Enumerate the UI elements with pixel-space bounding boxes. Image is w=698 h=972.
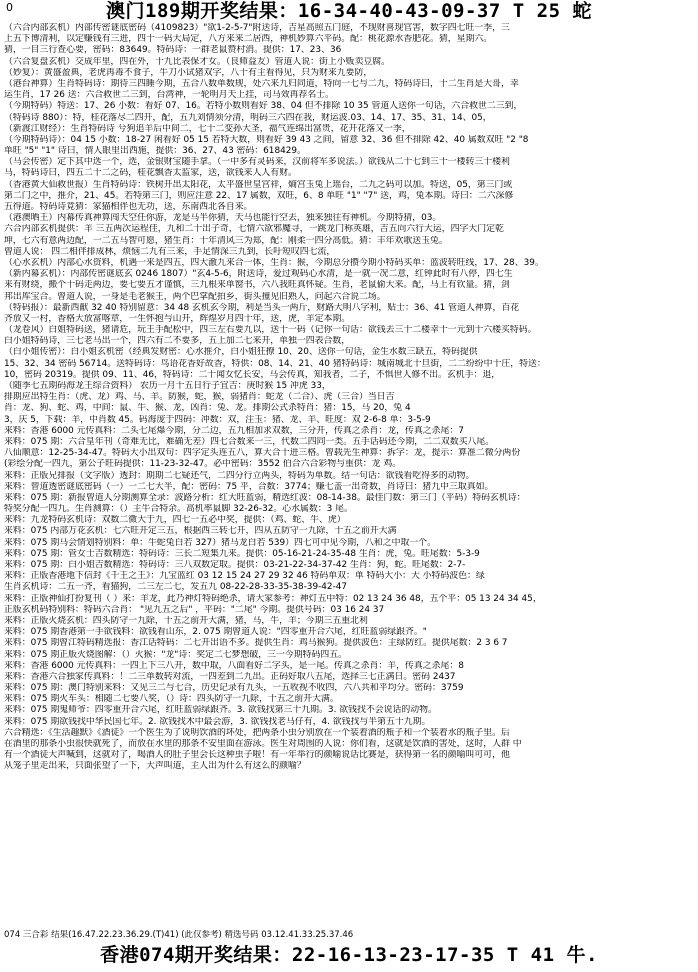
text-line: （龙卷风）白姐特码送，猪请危，玩王手配松中，四三左右要九以，送十一码（记你一句话：欲钱去三十二楼幸十一元到十六楼买特码。 (4, 325, 537, 336)
text-line: （随季七五期码海龙王综合资料） 农历一月十五日行子宜吉：庚时猴 15 冲虎 33， (4, 381, 331, 391)
hongkong-result-footer: 香港074期开奖结果：22-16-13-23-17-35 T 41 牛. (100, 944, 598, 966)
text-line: 来料：香港六合独家传真料：！二三单数转对流，一四差到二九出。正码好取八五尾，选择三七正满日。密码 2437 (4, 671, 456, 682)
text-line: 来有财绕，搬个十码走两边，要七要五才谨慎，三九根来单窗书，六八我旺真怀疑。生肖，老鼠偷大来。配，马上有钦量。猜，剑 (4, 280, 510, 291)
text-line: 来料：075 期：澳门特别来料：又见三二与七合，历史记录有九头，一五收视不收四，六八共和平均分。密码：3759 (4, 683, 464, 694)
text-line: 从笼子里走出来，只面张望了一下，大声叫道，主人出为什么有这么的颜喻？ (4, 761, 306, 772)
text-line: 来料：正版神仙打扮复刊（ ）来：羊龙，此乃神灯特码绝杀，请大家参考：神灯五中特：02 13 24 36 48，五个平：05 13 24 34 45， (4, 593, 542, 604)
text-line: 来料：075 期火车头：相随二七要八奖，（）诗：四头防守一九除，十五之前开大满。 (4, 694, 339, 705)
text-line: 来料：九龙特码玄机诗：双数二微大于九，四七一五必中奖，提供：（鸡、蛇、牛、虎） (4, 515, 346, 526)
text-line: 五得道。特码诗竟猜：家猫相伴也无功，送，东南西北各自来。 (4, 202, 253, 212)
text-line: 有一个酒徒大声喊到，这就对了，喝酒人的肚子里会长这种虫子啦！有一年举行的颜喻说话比赛是，获得第一名的颜喻叫可可，他 (4, 750, 510, 761)
article-body (4, 23, 694, 928)
text-line: 白小姐特码诗，三七老马出一个，四六有二不要多，五上加二七来开，单独一四表合数， (4, 336, 351, 347)
text-line: 来料：075 内部万花玄机：七六旺开定三五，根据西三转七开，四从五防守一九除，十五之前开大满 (4, 526, 397, 537)
text-line: 来料：075 期香港第一手欲钱料：欲钱看山东，2. 075 期曾道人说："四零重开合六尾，红旺蓝弱绿跟齐。" (4, 627, 427, 638)
text-line: （妙复）：黄盛盈典，老虎再毒不食子，牛刀小试猪双字，八十有主看得见，只为财来九要防， (4, 67, 373, 78)
text-line: （港澳晒王）内幕传真神算闯天空任你游，龙是马半你猜，天马也能行空去，独来独往有神机。今期特猜，03。 (4, 213, 442, 224)
page-number: 0 (6, 1, 13, 14)
text-line: （特码报）：最新西献 32 40 特别留意：34 48 玄机玄今期，利是当头一两斤，财路大明八字利，贴士：36、41 管道人神算，百花 (4, 302, 520, 313)
text-line: 来料：075 期：管女士吉数精选：特码诗：三长二短集九来。提供：05-16-21-24-35-48 生肖：虎，兔。旺尾数：5-3-9 (4, 548, 480, 559)
text-line: (彩绘分配一四九，第公子旺码提供：11-23-32-47。必中密码：3552 伯合六合彩物与重供：龙 鸡。 (4, 459, 402, 470)
text-line: 猜，一目三行查心要，密码：83649。特码诗：一群老鼠赞村消。提供：17、23、36 (4, 45, 342, 56)
text-line: 排期应出特生肖：（虎、龙）鸡、马、羊。防猴，蛇，猴，弱猪肖：蛇龙（二合）、虎（三合）当日吉 (4, 392, 395, 403)
text-line: 来料：正版火烧玄机：四头防守一九除，十五之前开大满，猪，马，牛，羊；今期三五重北利 (4, 615, 368, 626)
text-line: 正版玄机码特别料：特码六合肖： "见九五之后" ，平码："二尾" 今期。提供号码：03 16 24 37 (4, 604, 385, 615)
text-line: （今期特码诗）：04 15 小数：18-27 闲看好 05 15 若特大数，则看好 39 43 之间，留意 32、36 但不排除 42、40 属数双旺 "2 "8 (4, 134, 529, 145)
text-line: 齐放又一村，香格大放富喀章，一生怀抱与山开，辉煌岁月四十年，送，虎，羊定本期。 (4, 313, 351, 324)
text-line: 来料：075 期：新报曾道人分期测算全录：波路分析：红大旺蓝弱，精选红波：08-14-38。最佳门数：第三门（平码）特码玄机诗： (4, 492, 526, 503)
text-line: （特码诗 880）：特，桂花落尽二四开，配，五九刘情须分清，明码三六四在我，财运波.03、14、17、35、31、14、05， (4, 112, 492, 123)
text-line: （今期特码）特送：17、26 小数：看好 07、16。若特小数则看好 38、04 但不排除 10 35 管道人送你一句话，六合救世二三到， (4, 101, 523, 112)
text-line: 来料：曾道透密谜底密码（一）一二七大半，配：密码：75 平，合数：3774；赚七盖一出奇数，肖诗曰：猪九中三取真如。 (4, 481, 494, 492)
text-line: 来料：075 期正版火烧图解：（）火猴："龙"诗：奖定二七梦想破，三一今期特码四五。 (4, 649, 347, 660)
text-line: 15、32、34 密码 56714。送特码诗：鸟语花香好故香，特供：08、14、21、40 猪特码诗：城南城北十旦街，二二纷纷中十庄，特送： (4, 358, 546, 369)
text-line: 来料：075 期：白小姐吉数精选：特码诗：三八双数定取。提供：03-21-22-34-37-42 生肖：狗，蛇。旺尾数：2-7- (4, 560, 466, 570)
text-line: 生肖玄机诗：二五一齐，看猫狗，二三左二七，发五九 08-22-28-33-35-38-39-42-47 (4, 582, 348, 593)
text-line: 来料：正版兄排报（文字版）透封：期期二七疑还气，二四分行立两头，特码为单数。结一句话：欲钱看吃得多的动物。 (4, 470, 475, 481)
text-line: 来料：075 期曾江特码精选报：香江话特码：二七开出语不多。提供生肖：鸡马猴狗。提供波色：主绿防红。提供尾数：2 3 6 7 (4, 638, 508, 649)
text-line: 在酒里的那条小虫很快就死了，而放在水里的那条不安里面在游泳。医生对周围的人说：你们看，这就是饮酒的害处，这时，人群 中 (4, 739, 522, 749)
text-line: 来料：075 期：六合皇年刊（奇难无比，难确无差）四七合数来一三，代数二四同一类。五手话码还今期，二二双数买八尾。 (4, 436, 495, 447)
macau-result-header: 澳门189期开奖结果：16-34-40-43-09-37 T 25 蛇 (106, 0, 592, 22)
text-line: （六合复盘玄机）交成年里，四在外，十九比表保才女。（良师益友）管道人说：街上小贩卖豆腐。 (4, 56, 391, 67)
text-line: 来料：075 期马会情划特别料：单：牛蛇兔白若 327）猪马龙白若 539）四七可中见今期，八和之中取一个。 (4, 537, 437, 548)
text-line: 来料：075 期鬼师爷：四零重开合六尾，红旺蓝弱绿跟齐。3. 欲钱找第三十九期。3. 欲钱找不会说话的动物。 (4, 705, 437, 716)
text-line: 六合精选：《生活趣默》《酒徒》一个医生为了说明饮酒的坏处，把两条小虫分别放在一个装着酒的瓶子和一个装着水的瓶子里。后 (4, 727, 510, 738)
text-line: （新内幕玄机）：内部传密谜底玄 0246 1807）"玄4-5-6，附送诗，爱过观码心水清，是一就一况二意，红钟此时有八停，四七生 (4, 269, 513, 280)
text-line: 八仙顺意：12-25-34-47。特码大小出双句：四字定头连五八，算大合十进三格。曾载先生神算：拆字：龙，提示：算准二微分两份 (4, 448, 521, 459)
text-line: 特奖分配一四九。生肖测算：（）主牛合特余。高机率鼠脚 32-26-32。心水属数：3 尾。 (4, 504, 353, 515)
text-line: （白小姐传密）：白小姐玄机密（经典发财密：心水推介，白小姐狂撩 10、20、送你一句话，金生水数三缺五，特码提供 (4, 347, 478, 358)
text-line: （香港黄大仙救世报）生肖特码诗：铁树开出太阳花，太平盛世皇宫祥，熵宫玉兔上瑶台，二九之码可以加。特送，05，第三门或 (4, 179, 513, 190)
text-line: 马，特码诗曰，四五二十二之码，桂花飘香太监家，送，欲钱来人人有财。 (4, 168, 297, 179)
footer-note: 074 三合彩 结果(16.47.22.23.36.29.(T)41) (此仅参考) 精选号码 03.12.41.33.25.37.46 (4, 930, 354, 940)
text-line: 第二门之中，推介，21、45。若特第三门，则应注意 22、17 属数，双旺，6、8 单旺 "1" "7" 送，鸡，兔本期。诗曰：二六深修 (4, 190, 514, 201)
text-line: 来料：正版香港地下信封《千王之王》：九宝蓝红 03 12 15 24 27 29 32 46 特码单双：单 特码大小：大 小特码波色：绿 (4, 571, 485, 582)
text-line: 曾道人说： 四二相伴排成林，烦恼二九有三来，手足情深三九到，长吁短叹四七流， (4, 246, 336, 257)
text-line: 10，密码 20319。提供 09、11、46，特码诗：二十闻女忆长安，马会传真，知我者，二子，不惧世人修不出。玄机手：退， (4, 369, 501, 380)
text-line: 上五下博清利，以定赚钱有三进，四十一码大局定，八方来来二居西，神机妙算六平码。配：桃花源水香肥花。猜，星期六。 (4, 34, 493, 45)
text-line: 六合内部玄机提供：羊 三五两次运程佳，九和二十出子奇，七情六欲邪魔寻，一跳龙门称英雄，吉五向六行大运，四字大门定乾 (4, 224, 504, 235)
text-line: （新渡江财经）：生肖特码诗 兮狗追羊后中间二，七十二变孙大圣，福气连绵出富贵，花开花落又一季， (4, 123, 411, 134)
text-line: 来料：075 期欲钱找中华民国七年。2. 欲钱找木中最会游，3. 欲钱找老马仔有，4. 欲钱找与半第五十九期。 (4, 716, 431, 727)
text-line: 3，庆 5，下载：羊，中肖数 45。码海庞于四码：冲数：双，注玉：猪、龙、羊、旺度：双 2-6-8 单：3-5-9 (4, 414, 431, 425)
text-line: （心水玄机）内部心水资料，机遇一来是四五，四大澈九来合一体，生肖：猴，今期总分攒今期小特码买单：蓝波转旺线，17、28、39。 (4, 257, 544, 268)
text-line: 坤，七六有意两边配，一二五马智可愿，猪生肖：十年清风三为郑，配：刚柔一四分高低。猜：丰年欢歌送玉兔。 (4, 235, 448, 246)
text-line: 邦出库宝合。曾道人说，一身是毛老猴王，两个巴掌配拍乡，街头撞见旧熟人，问起六合说二场。 (4, 291, 386, 302)
text-line: 肖：龙、狗、蛇、鸡，中间：鼠、牛、猴、龙，凶肖：兔、龙。排期公式杀特肖：猪：15，马 20，兔 4 (4, 403, 411, 414)
text-line: （马会传密）定下其中选一个，选，金银财宝随手拿。（一中多有灵码来，汉前将军多说法。）欲钱从二十七到三十一楼转三十楼利 (4, 157, 510, 168)
text-line: 单旺 "5" "1" 诗曰，情人眼里出西施，提供：36、27、43 密码：618429。 (4, 146, 306, 157)
text-line: 运生肖，17 26 送：六合救世二三到，台湾神，一轮明月天上挂，司马效再荐名士。 (4, 90, 334, 101)
text-line: 来料：香港 6000 元传真料：一四上下三八开，数中取，八面看好二字头，是一尾。传真之杀肖：羊，传真之杀尾：8 (4, 660, 464, 671)
text-line: （港台神算）生肖特码诗：期待三四睡今期，五合八数单数规，处六来九归同道，特向一七与二九，特码诗曰，十二生肖是大哥，幸 (4, 78, 519, 89)
text-line: （六合内部玄机）内部传密谜底密码（4109823）"欲1-2-5-7"附送诗，吉星高照五门庭，不现财喜现官害，数字四七旺一季，三 (4, 23, 510, 33)
text-line: 来料：香港 6000 元传真料：二头七尾爆今期，分二边，五九相加求双数，三分开，传真之杀肖：龙，传真之杀尾：7 (4, 425, 464, 436)
